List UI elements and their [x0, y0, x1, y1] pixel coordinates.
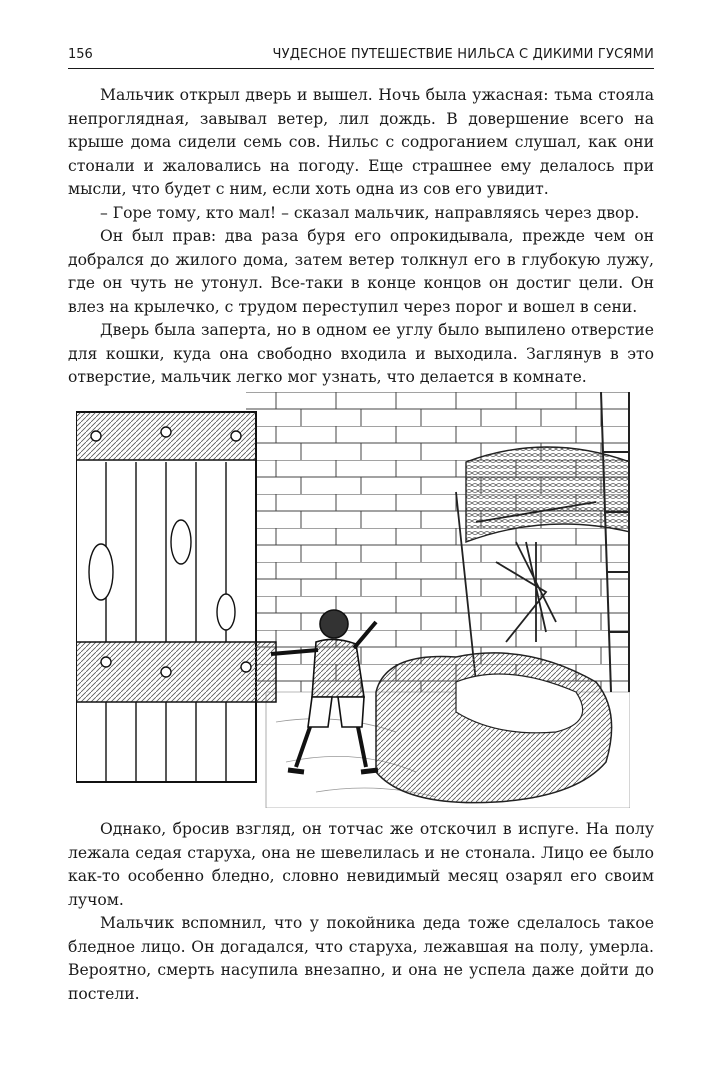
text-block-top: [68, 84, 654, 390]
paragraph: Мальчик вспомнил, что у покойника деда тоже сделалось такое бледное лицо. Он догадался, что старуха, лежавшая на полу, умерла. Вероятно, смерть насупила внезапно, и она не успела даже дойти до постели.: [68, 914, 654, 1003]
paragraph: – Горе тому, кто мал! – сказал мальчик, направляясь через двор.: [100, 203, 640, 222]
running-header: [68, 42, 654, 69]
paragraph: Дверь была заперта, но в одном ее углу было выпилено отверстие для кошки, куда она свободно входила и выходила. Заглянув в это отверстие, мальчик легко мог узнать, что делается в комнате.: [68, 321, 654, 386]
text-block-bottom: [68, 818, 654, 1006]
stone-wall: [246, 392, 630, 692]
paragraph: Он был прав: два раза буря его опрокидывала, прежде чем он добрался до жилого дома, затем ветер толкнул его в глубокую лужу, где он чуть не утонул. Все-таки в конце концов он достиг цели. Он влез на крылечко, с трудом переступил через порог и вошел в сени.: [68, 227, 654, 316]
page-number: 156: [68, 47, 93, 62]
paragraph: Мальчик открыл дверь и вышел. Ночь была ужасная: тьма стояла непроглядная, завывал ветер, лил дождь. В довершение всего на крыше дома сидели семь сов. Нильс с содроганием слушал, как они стонали и жаловались на погоду. Еще страшнее ему делалось при мысли, что будет с ним, если хоть одна из сов его увидит.: [68, 86, 654, 198]
illustration: [76, 392, 630, 808]
paragraph: Однако, бросив взгляд, он тотчас же отскочил в испуге. На полу лежала седая старуха, она не шевелилась и не стонала. Лицо ее было как-то особенно бледно, словно невидимый месяц озарял его своим лучом.: [68, 820, 654, 909]
wooden-door: [76, 412, 276, 782]
running-title: ЧУДЕСНОЕ ПУТЕШЕСТВИЕ НИЛЬСА С ДИКИМИ ГУСЯМИ: [272, 47, 654, 62]
